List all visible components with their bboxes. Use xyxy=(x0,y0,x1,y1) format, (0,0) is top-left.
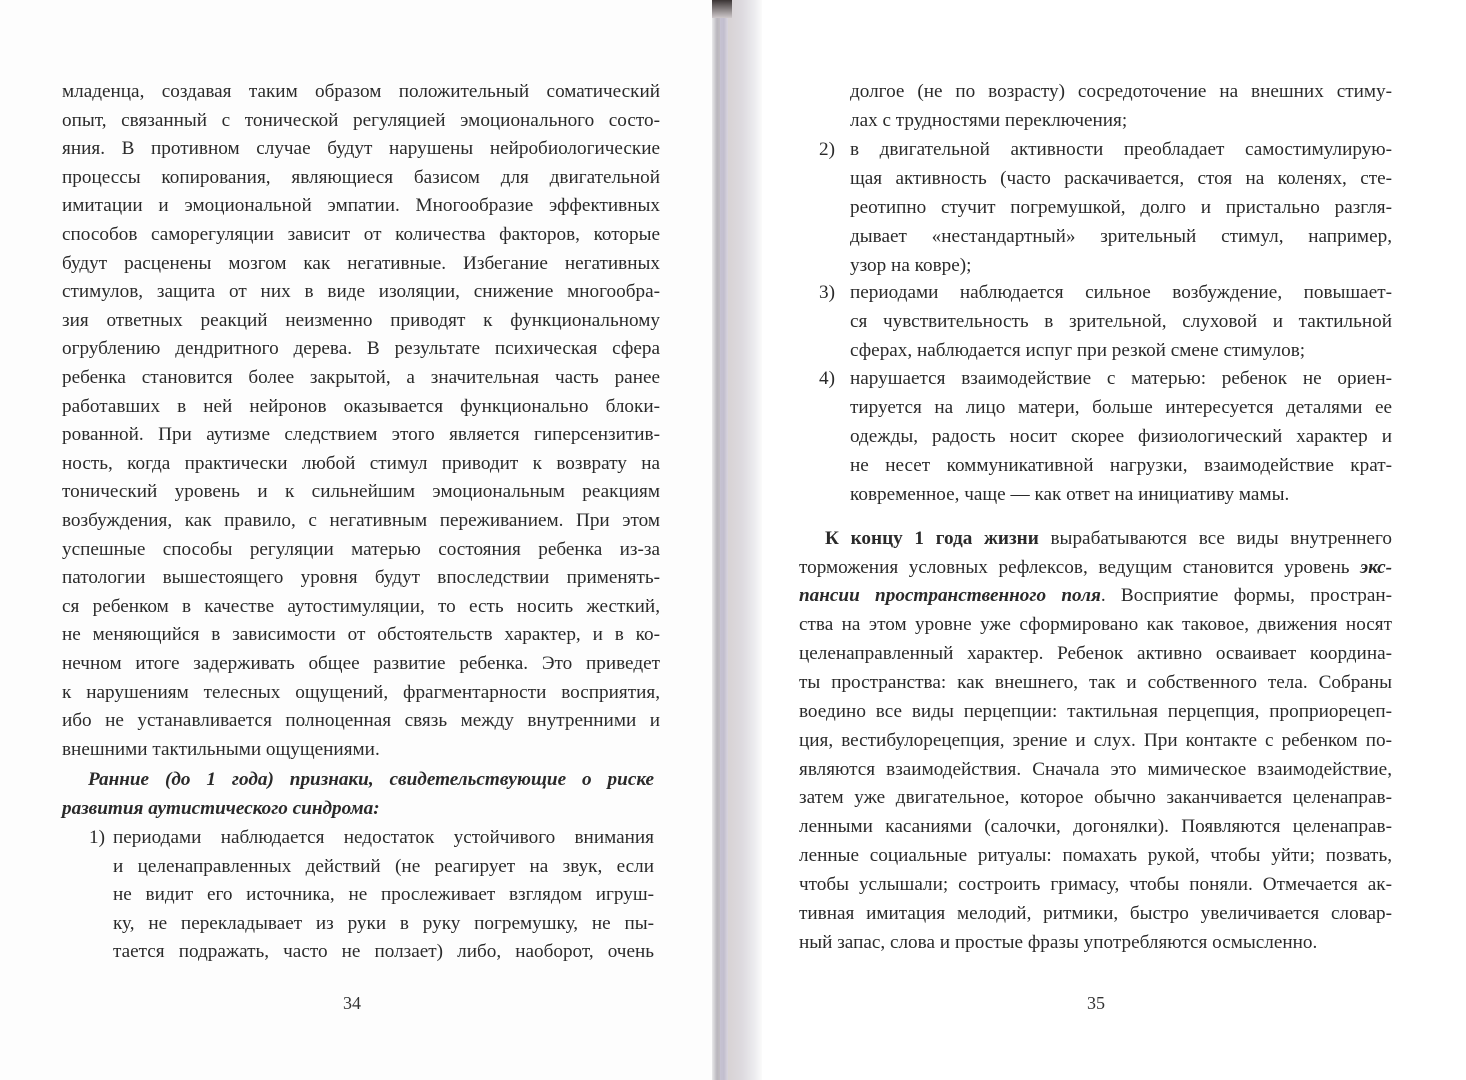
text-line: ковременное, чаще — как ответ на инициативу мамы. xyxy=(850,484,1290,505)
text-line: огрублению дендритного дерева. В результате психическая сфера xyxy=(62,338,660,360)
text-line: патологии вышестоящего уровня будут впоследствии применять- xyxy=(62,567,660,589)
text-line: ленными касаниями (салочки, догонялки). Появляются целенаправ- xyxy=(799,816,1392,838)
emphasis-text-1: экс- xyxy=(1360,557,1392,578)
paragraph-2-line-3-rest: . Восприятие формы, простран- xyxy=(1100,585,1392,606)
list-number-4: 4) xyxy=(819,368,835,389)
text-line: реотипно стучит погремушкой, долго и пристально разгля- xyxy=(850,197,1392,218)
text-line: младенца, создавая таким образом положительный соматический xyxy=(62,81,660,102)
list-number-3: 3) xyxy=(819,282,835,303)
text-line: возбуждения, как правило, с негативным переживанием. При этом xyxy=(62,510,660,531)
section-heading-line-2: развития аутистического синдрома: xyxy=(62,798,380,819)
text-line: узор на ковре); xyxy=(850,255,972,276)
text-line: нечном итоге задерживать общее развитие ребенка. Это приведет xyxy=(62,653,660,674)
text-line: чтобы услышали; состроить гримасу, чтобы поняли. Отмечается ак- xyxy=(799,874,1392,896)
text-line: способов саморегуляции зависит от количества факторов, которые xyxy=(62,224,660,245)
text-line: одежды, радость носит скорее физиологический характер и xyxy=(850,426,1392,447)
text-line: сферах, наблюдается испуг при резкой смене стимулов; xyxy=(850,340,1306,361)
page-number-right: 35 xyxy=(1087,993,1105,1013)
text-line: ты пространства: как внешнего, так и собственного тела. Собраны xyxy=(799,671,1392,693)
text-line: тается подражать, часто не ползает) либо, наоборот, очень xyxy=(113,941,654,963)
text-line: не несет коммуникативной нагрузки, взаимодействие крат- xyxy=(850,455,1392,476)
text-line: работавших в ней нейронов оказывается функционально блоки- xyxy=(62,395,660,417)
text-line: тонический уровень и к сильнейшим эмоциональным реакциям xyxy=(62,481,660,503)
paragraph-2-line-1 xyxy=(825,527,1392,551)
text-line: зия ответных реакций неизменно приводят к функциональному xyxy=(62,309,660,331)
text-line: целенаправленный характер. Ребенок активно осваивает координа- xyxy=(799,642,1392,664)
text-line: ку, не перекладывает из руки в руку погремушку, не пы- xyxy=(113,912,654,934)
text-line: дывает «нестандартный» зрительный стимул, например, xyxy=(850,226,1392,247)
text-line: не меняющийся в зависимости от обстоятельств характер, и в ко- xyxy=(62,624,660,646)
text-line: яния. В противном случае будут нарушены нейробиологические xyxy=(62,138,660,160)
spine-top-shadow xyxy=(712,0,732,18)
text-line: ность, когда практически любой стимул приводит к возврату на xyxy=(62,452,660,474)
text-line: рованной. При аутизме следствием этого является гиперсензитив- xyxy=(62,424,660,446)
text-line: лах с трудностями переключения; xyxy=(850,110,1128,131)
paragraph-2-line-2 xyxy=(799,556,1392,580)
text-line: ный запас, слова и простые фразы употребляются осмысленно. xyxy=(799,931,1318,953)
text-line: ся ребенком в качестве аутостимуляции, то есть носить жесткий, xyxy=(62,595,660,617)
text-line: процессы копирования, являющиеся базисом для двигательной xyxy=(62,166,660,188)
text-line: ленные социальные ритуалы: помахать рукой, чтобы уйти; позвать, xyxy=(799,845,1392,867)
text-line: не видит его источника, не прослеживает взглядом игруш- xyxy=(113,884,654,906)
text-line: ся чувствительность в зрительной, слуховой и тактильной xyxy=(850,311,1392,332)
text-line: затем уже двигательное, которое обычно заканчивается целенаправ- xyxy=(799,787,1392,809)
text-line: тивная имитация мелодий, ритмики, быстро увеличивается словар- xyxy=(799,903,1392,924)
emphasis-text-2: пансии пространственного поля xyxy=(799,585,1101,606)
text-line: тируется на лицо матери, больше интересуется деталями ее xyxy=(850,397,1392,418)
paragraph-2-line-1-rest: вырабатываются все виды внутреннего xyxy=(1038,528,1392,549)
text-line: являются взаимодействия. Сначала это мимическое взаимодействие, xyxy=(799,758,1392,780)
text-line: и целенаправленных действий (не реагирует на звук, если xyxy=(113,855,654,877)
text-line: к нарушениям телесных ощущений, фрагментарности восприятия, xyxy=(62,681,660,703)
text-line: периодами наблюдается сильное возбуждение, повышает- xyxy=(850,282,1392,303)
paragraph-2-line-2-text: торможения условных рефлексов, ведущим становится уровень xyxy=(799,557,1361,578)
list-number-2: 2) xyxy=(819,139,835,160)
section-heading-line-1: Ранние (до 1 года) признаки, свидетельствующие о риске xyxy=(88,769,654,790)
text-line: периодами наблюдается недостаток устойчивого внимания xyxy=(113,827,654,848)
list-number-1: 1) xyxy=(89,827,105,848)
text-line: будут расценены мозгом как негативные. Избегание негативных xyxy=(62,252,660,274)
text-line: стимулов, защита от них в виде изоляции, снижение многообра- xyxy=(62,281,660,303)
text-line: ция, вестибулорецепция, зрение и слух. При контакте с ребенком по- xyxy=(799,729,1392,751)
text-line: опыт, связанный с тонической регуляцией эмоционального состо- xyxy=(62,109,660,131)
text-line: внешними тактильными ощущениями. xyxy=(62,738,380,760)
text-line: ибо не устанавливается полноценная связь между внутренними и xyxy=(62,710,660,732)
text-line: долгое (не по возрасту) сосредоточение на внешних стиму- xyxy=(850,81,1392,102)
text-line: ства на этом уровне уже сформировано как таковое, движения носят xyxy=(799,614,1392,635)
text-line: воедино все виды перцепции: тактильная перцепция, проприорецеп- xyxy=(799,700,1392,722)
spine-shadow xyxy=(720,0,728,1080)
page-number-left: 34 xyxy=(343,993,361,1013)
text-line: успешные способы регуляции матерью состояния ребенка из-за xyxy=(62,538,660,560)
text-line: нарушается взаимодействие с матерью: ребенок не ориен- xyxy=(850,368,1392,389)
paragraph-2-line-3 xyxy=(799,584,1392,608)
bold-lead-text: К концу 1 года жизни xyxy=(825,528,1039,549)
text-line: имитации и эмоциональной эмпатии. Многообразие эффективных xyxy=(62,195,660,217)
text-line: щая активность (часто раскачивается, стоя на коленях, сте- xyxy=(850,168,1392,189)
text-line: в двигательной активности преобладает самостимулирую- xyxy=(850,139,1392,160)
text-line: ребенка становится более закрытой, а значительная часть ранее xyxy=(62,367,660,388)
